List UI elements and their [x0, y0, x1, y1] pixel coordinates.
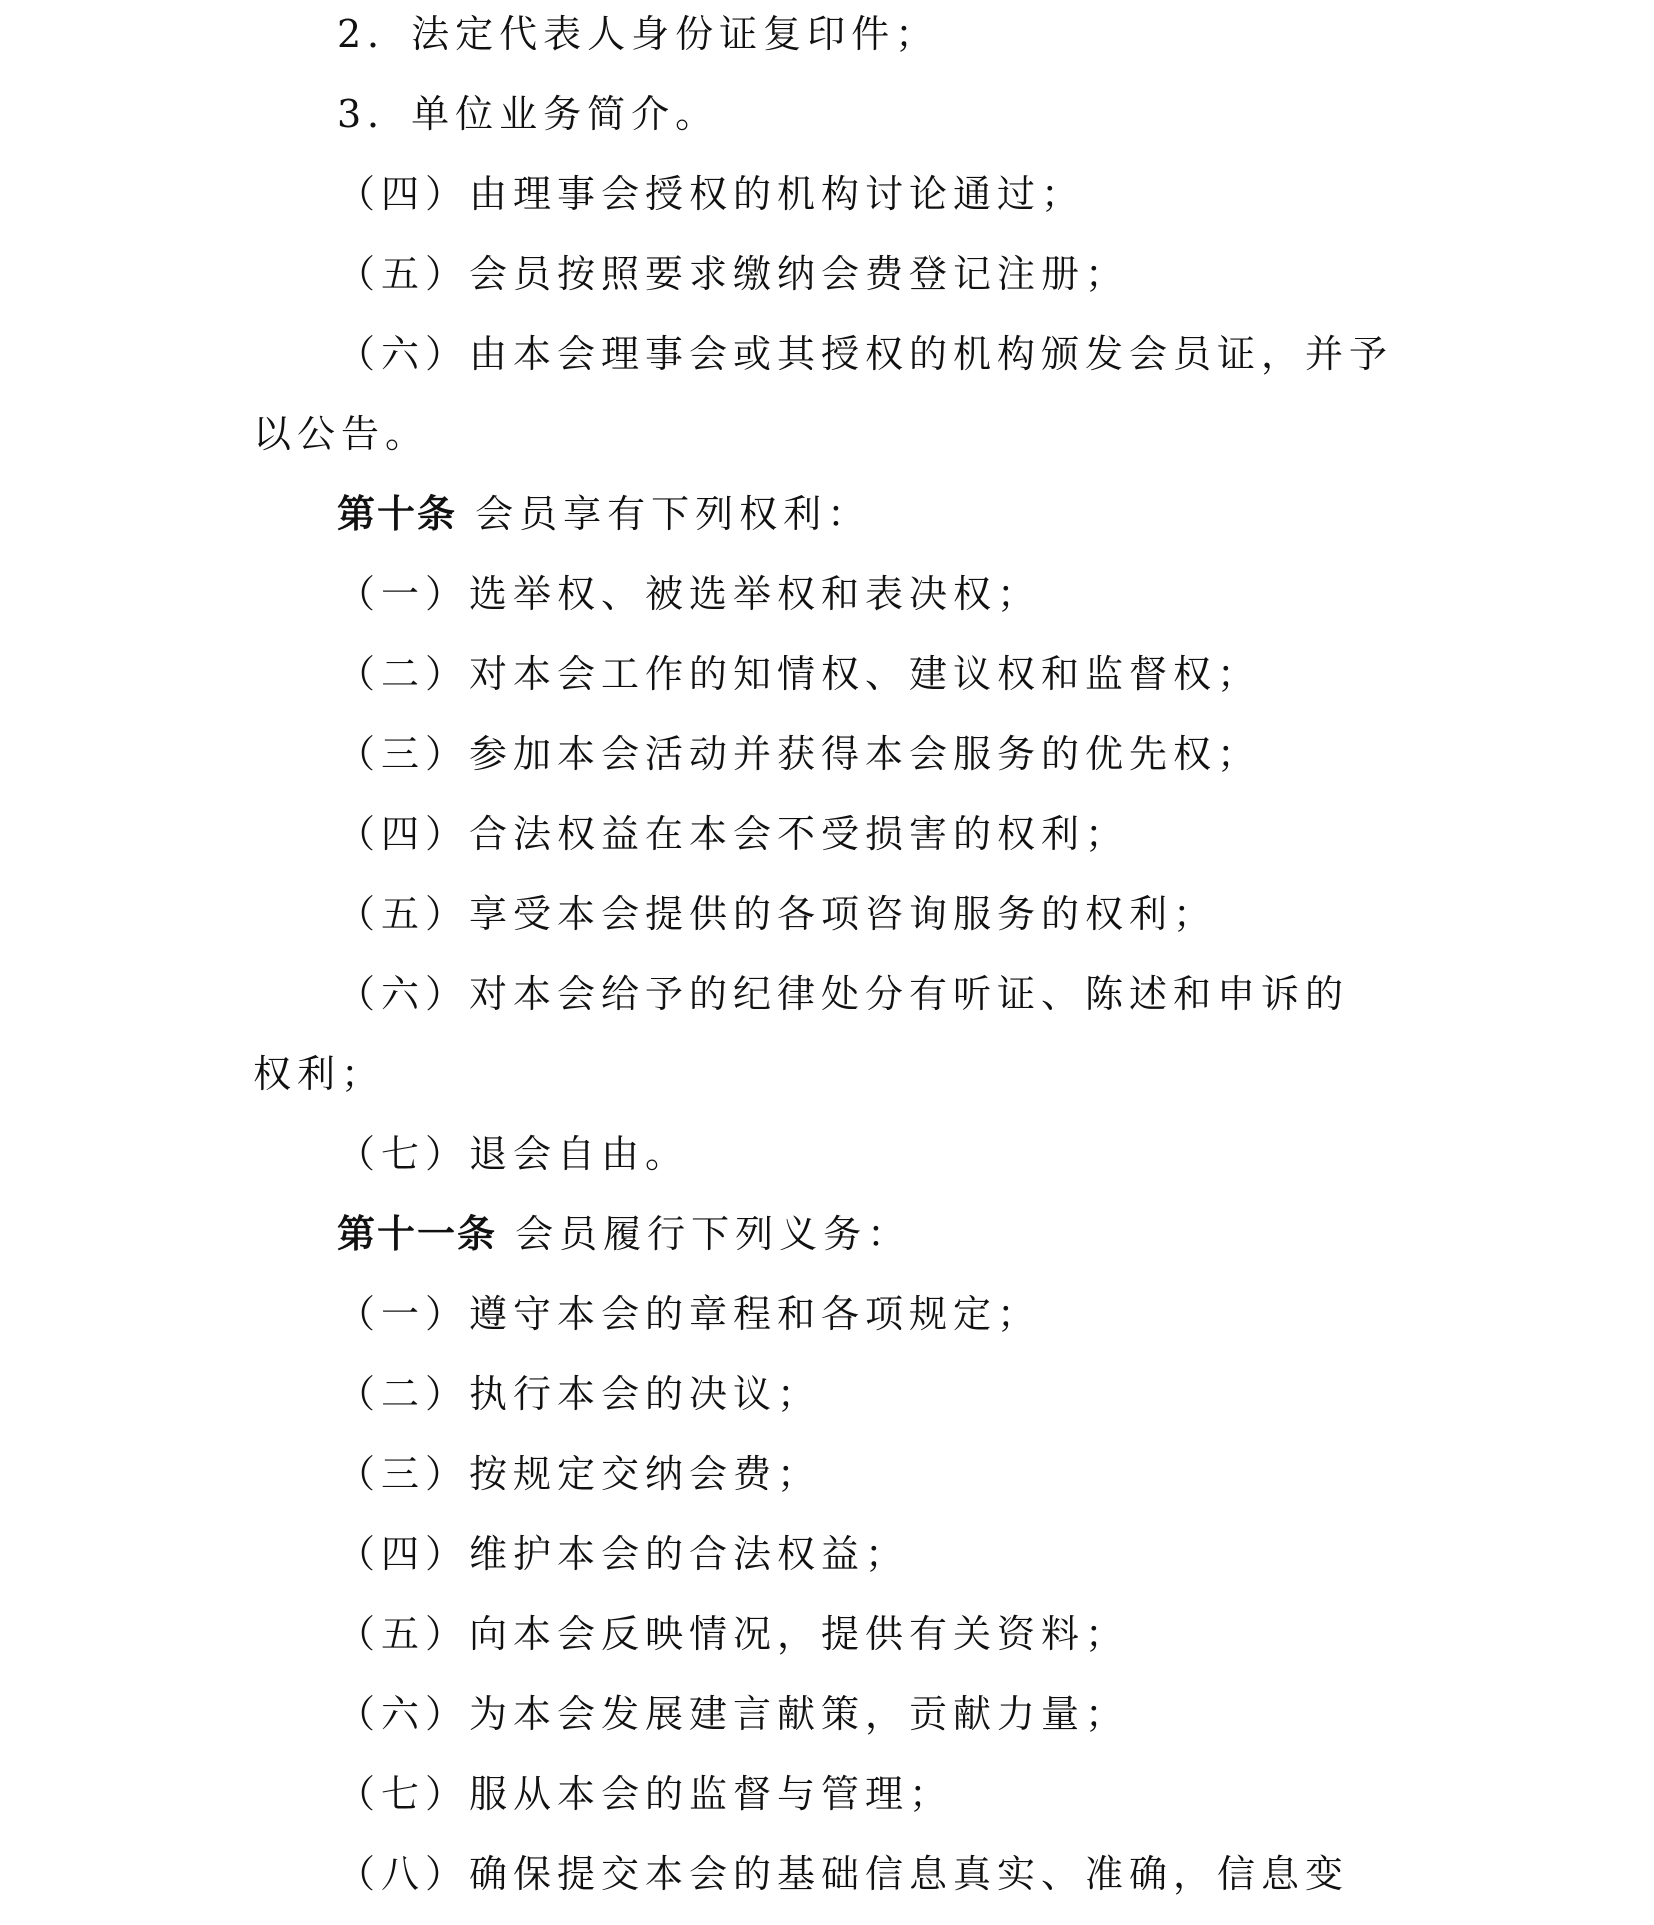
list-item	[253, 1274, 1393, 1354]
line-text: （七）退会自由。	[337, 1132, 690, 1176]
list-item	[253, 1354, 1393, 1434]
article-heading: 第十条	[337, 492, 458, 536]
list-item	[253, 1434, 1393, 1514]
line-text: （二）执行本会的决议；	[337, 1372, 822, 1416]
document-body	[253, 0, 1393, 1914]
list-item	[253, 634, 1393, 714]
list-item	[253, 1594, 1393, 1674]
line-text: （四）由理事会授权的机构讨论通过；	[337, 172, 1086, 216]
list-item	[253, 1674, 1393, 1754]
list-item	[253, 794, 1393, 874]
line-text: （八）确保提交本会的基础信息真实、准确，信息变	[337, 1852, 1350, 1896]
line-text: 权利；	[253, 1052, 386, 1096]
line-text: （一）遵守本会的章程和各项规定；	[337, 1292, 1042, 1336]
line-text: （一）选举权、被选举权和表决权；	[337, 572, 1042, 616]
line-text: （三）参加本会活动并获得本会服务的优先权；	[337, 732, 1262, 776]
line-text: 3．单位业务简介。	[337, 92, 720, 136]
list-item	[253, 1754, 1393, 1834]
list-item	[253, 1114, 1393, 1194]
line-text: （六）由本会理事会或其授权的机构颁发会员证，并予	[337, 332, 1394, 376]
list-item	[253, 1514, 1393, 1594]
line-text: （二）对本会工作的知情权、建议权和监督权；	[337, 652, 1262, 696]
list-item	[253, 714, 1393, 794]
article-text: 会员履行下列义务：	[515, 1212, 912, 1256]
line-text: （七）服从本会的监督与管理；	[337, 1772, 954, 1816]
article-11	[253, 1194, 1393, 1274]
line-text: （五）享受本会提供的各项咨询服务的权利；	[337, 892, 1218, 936]
list-item	[253, 954, 1393, 1034]
article-10	[253, 474, 1393, 554]
line-text: （四）维护本会的合法权益；	[337, 1532, 910, 1576]
line-text: （三）按规定交纳会费；	[337, 1452, 822, 1496]
list-item	[253, 0, 1393, 74]
list-item	[253, 1834, 1393, 1914]
line-text: 2．法定代表人身份证复印件；	[337, 12, 940, 56]
list-item	[253, 314, 1393, 394]
line-text: （四）合法权益在本会不受损害的权利；	[337, 812, 1130, 856]
list-item-continuation	[253, 394, 1393, 474]
line-text: （六）对本会给予的纪律处分有听证、陈述和申诉的	[337, 972, 1350, 1016]
line-text: （六）为本会发展建言献策，贡献力量；	[337, 1692, 1130, 1736]
list-item	[253, 154, 1393, 234]
list-item	[253, 554, 1393, 634]
list-item-continuation	[253, 1034, 1393, 1114]
list-item	[253, 234, 1393, 314]
line-text: （五）会员按照要求缴纳会费登记注册；	[337, 252, 1130, 296]
line-text: （五）向本会反映情况，提供有关资料；	[337, 1612, 1130, 1656]
article-heading: 第十一条	[337, 1212, 498, 1256]
line-text: 以公告。	[253, 412, 430, 456]
article-text: 会员享有下列权利：	[475, 492, 872, 536]
list-item	[253, 74, 1393, 154]
list-item	[253, 874, 1393, 954]
